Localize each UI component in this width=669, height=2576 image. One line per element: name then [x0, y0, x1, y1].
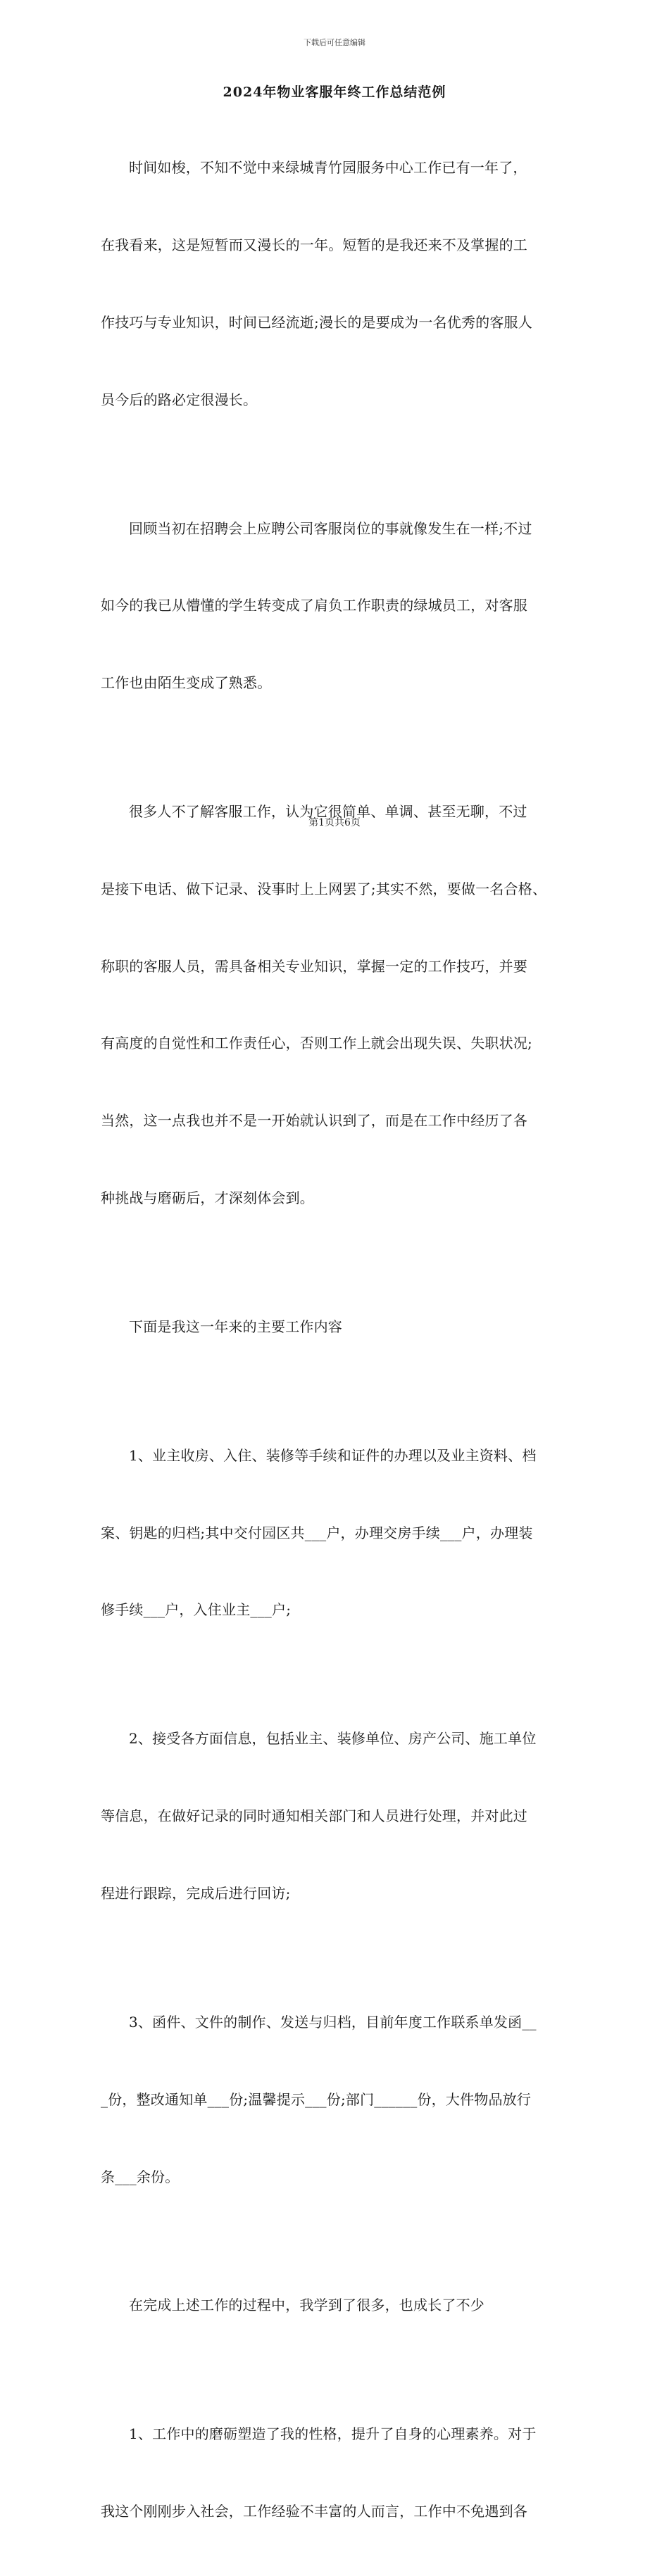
text-line: 我这个刚刚步入社会，工作经验不丰富的人而言，工作中不免遇到各: [101, 2503, 527, 2520]
text-line: 员今后的路必定很漫长。: [101, 391, 258, 408]
text-line: 有高度的自觉性和工作责任心，否则工作上就会出现失误、失职状况;: [101, 1035, 532, 1052]
paragraph: [101, 1958, 573, 2242]
text-line: 是接下电话、做下记录、没事时上上网罢了;其实不然，要做一名合格、: [101, 880, 547, 897]
text-line: 如今的我已从懵懂的学生转变成了肩负工作职责的绿城员工，对客服: [101, 597, 527, 614]
text-line: 2、接受各方面信息，包括业主、装修单位、房产公司、施工单位: [129, 1730, 537, 1748]
text-line: 在完成上述工作的过程中，我学到了很多，也成长了不少: [129, 2297, 484, 2314]
text-line: 作技巧与专业知识，时间已经流逝;漫长的是要成为一名优秀的客服人: [101, 313, 532, 331]
text-line: 案、钥匙的归档;其中交付园区共___户，办理交房手续___户，办理装: [101, 1524, 533, 1541]
text-line: 1、工作中的磨砺塑造了我的性格，提升了自身的心理素养。对于: [129, 2425, 537, 2443]
paragraph: [101, 1674, 573, 1958]
text-line: 在我看来，这是短暂而又漫长的一年。短暂的是我还来不及掌握的工: [101, 236, 527, 253]
text-line: 条___余份。: [101, 2168, 180, 2185]
text-line: 很多人不了解客服工作，认为它很简单、单调、甚至无聊，不过: [129, 803, 527, 821]
document-title: 2024年物业客服年终工作总结范例: [223, 84, 446, 100]
text-line: 3、函件、文件的制作、发送与归档，目前年度工作联系单发函__: [129, 2013, 537, 2031]
text-line: 程进行跟踪，完成后进行回访;: [101, 1884, 291, 1902]
header-note: 下载后可任意编辑: [304, 38, 365, 47]
document-body: [101, 103, 573, 2576]
text-line: 称职的客服人员，需具备相关专业知识，掌握一定的工作技巧，并要: [101, 957, 527, 975]
text-line: 修手续___户，入住业主___户;: [101, 1601, 292, 1619]
page-number: 第1页共6页: [308, 817, 361, 828]
text-line: 下面是我这一年来的主要工作内容: [129, 1318, 342, 1335]
text-line: 等信息，在做好记录的同时通知相关部门和人员进行处理，并对此过: [101, 1807, 527, 1825]
paragraph: [101, 103, 573, 464]
text-line: 当然，这一点我也并不是一开始就认识到了，而是在工作中经历了各: [101, 1112, 527, 1130]
text-line: 工作也由陌生变成了熟悉。: [101, 674, 272, 692]
paragraph: [101, 1263, 573, 1391]
text-line: 时间如梭，不知不觉中来绿城青竹园服务中心工作已有一年了，: [129, 159, 527, 177]
paragraph: [101, 464, 573, 747]
text-line: 1、业主收房、入住、装修等手续和证件的办理以及业主资料、档: [129, 1446, 537, 1464]
text-line: 回顾当初在招聘会上应聘公司客服岗位的事就像发生在一样;不过: [129, 519, 532, 537]
paragraph: [101, 1391, 573, 1675]
text-line: 种挑战与磨砺后，才深刻体会到。: [101, 1189, 314, 1206]
paragraph: [101, 2241, 573, 2370]
paragraph: [101, 2370, 573, 2576]
text-line: _份，整改通知单___份;温馨提示___份;部门______份，大件物品放行: [101, 2090, 532, 2108]
